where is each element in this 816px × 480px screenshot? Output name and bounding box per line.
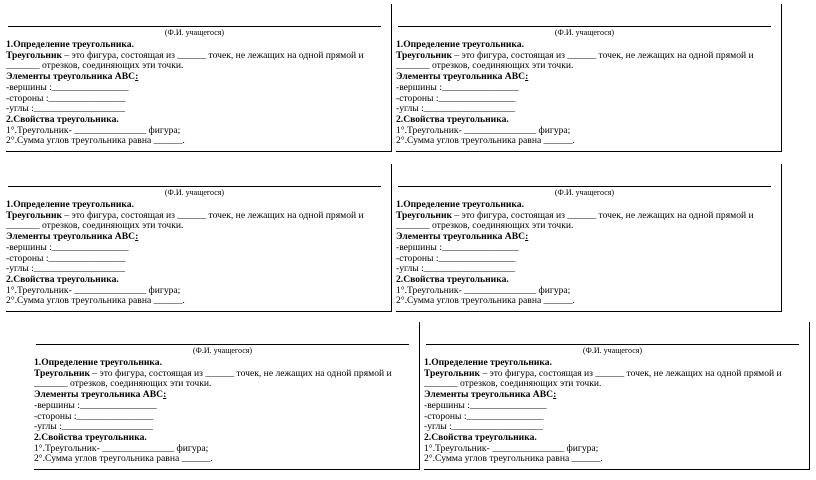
definition-text: – это фигура, состоящая из ______ точек, не лежащих на одной прямой и _______ отрезков, соединяющих эти точки.	[424, 368, 782, 390]
elements-colon: :	[135, 72, 139, 83]
element-sides: -стороны :________________	[396, 253, 516, 264]
elements-title: Элементы треугольника АВС	[34, 390, 164, 401]
elements-heading	[396, 72, 777, 83]
element-sides: -стороны :________________	[6, 93, 126, 104]
elements-heading	[6, 232, 387, 243]
worksheet-card-5	[34, 322, 420, 470]
element-sides: -стороны :________________	[396, 93, 516, 104]
section-properties-title: 2.Свойства треугольника.	[396, 114, 509, 125]
element-vertices: -вершины :________________	[396, 242, 519, 253]
section-definition-title: 1.Определение треугольника.	[424, 358, 552, 368]
section-definition-title: 1.Определение треугольника.	[396, 40, 524, 50]
property-1: 1°.Треугольник- _______________ фигура;	[396, 285, 571, 296]
section-properties-title: 2.Свойства треугольника.	[6, 274, 119, 285]
property-1: 1°.Треугольник- _______________ фигура;	[424, 443, 599, 454]
student-name-caption: (Ф.И. учащегося)	[554, 188, 615, 197]
elements-title: Элементы треугольника АВС	[396, 232, 526, 243]
element-angles: -углы :___________________	[396, 104, 515, 115]
worksheet-body	[396, 200, 777, 307]
definition-term: Треугольник	[424, 368, 481, 379]
section-properties-title: 2.Свойства треугольника.	[6, 114, 119, 125]
worksheet-body	[34, 358, 415, 465]
property-2: 2°.Сумма углов треугольника равна ______.	[396, 136, 575, 147]
element-angles: -углы :___________________	[6, 264, 125, 275]
definition-text: – это фигура, состоящая из ______ точек, не лежащих на одной прямой и _______ отрезков, соединяющих эти точки.	[6, 50, 364, 72]
student-name-caption: (Ф.И. учащегося)	[582, 346, 643, 355]
element-sides: -стороны :________________	[34, 411, 154, 422]
worksheet-card-4	[396, 164, 782, 312]
student-name-line	[36, 344, 409, 345]
student-name-line	[398, 26, 771, 27]
section-definition-title: 1.Определение треугольника.	[6, 200, 134, 210]
student-name-line	[8, 186, 381, 187]
elements-title: Элементы треугольника АВС	[396, 72, 526, 83]
property-1: 1°.Треугольник- _______________ фигура;	[34, 443, 209, 454]
section-properties-title: 2.Свойства треугольника.	[396, 274, 509, 285]
element-vertices: -вершины :________________	[6, 82, 129, 93]
element-vertices: -вершины :________________	[34, 400, 157, 411]
worksheet-card-6	[424, 322, 810, 470]
worksheet-body	[396, 40, 777, 147]
definition-term: Треугольник	[396, 210, 453, 221]
section-definition-title: 1.Определение треугольника.	[6, 40, 134, 50]
definition-term: Треугольник	[396, 50, 453, 61]
definition-paragraph	[396, 211, 777, 232]
elements-colon: :	[163, 390, 167, 401]
worksheet-body	[6, 200, 387, 307]
student-name-line	[398, 186, 771, 187]
property-1: 1°.Треугольник- _______________ фигура;	[396, 125, 571, 136]
property-1: 1°.Треугольник- _______________ фигура;	[6, 285, 181, 296]
definition-paragraph	[424, 369, 805, 390]
elements-colon: :	[525, 72, 529, 83]
elements-title: Элементы треугольника АВС	[424, 390, 554, 401]
elements-heading	[396, 232, 777, 243]
property-2: 2°.Сумма углов треугольника равна ______.	[424, 454, 603, 465]
section-properties-title: 2.Свойства треугольника.	[424, 432, 537, 443]
elements-title: Элементы треугольника АВС	[6, 232, 136, 243]
elements-heading	[424, 390, 805, 401]
student-name-line	[8, 26, 381, 27]
definition-text: – это фигура, состоящая из ______ точек, не лежащих на одной прямой и _______ отрезков, соединяющих эти точки.	[34, 368, 392, 390]
worksheet-card-3	[6, 164, 392, 312]
definition-term: Треугольник	[34, 368, 91, 379]
elements-colon: :	[553, 390, 557, 401]
elements-heading	[6, 72, 387, 83]
property-2: 2°.Сумма углов треугольника равна ______.	[34, 454, 213, 465]
element-vertices: -вершины :________________	[396, 82, 519, 93]
property-2: 2°.Сумма углов треугольника равна ______.	[6, 296, 185, 307]
definition-term: Треугольник	[6, 50, 63, 61]
worksheet-body	[424, 358, 805, 465]
section-definition-title: 1.Определение треугольника.	[34, 358, 162, 368]
element-vertices: -вершины :________________	[424, 400, 547, 411]
section-properties-title: 2.Свойства треугольника.	[34, 432, 147, 443]
element-angles: -углы :___________________	[424, 422, 543, 433]
student-name-line	[426, 344, 799, 345]
elements-title: Элементы треугольника АВС	[6, 72, 136, 83]
student-name-caption: (Ф.И. учащегося)	[554, 28, 615, 37]
definition-text: – это фигура, состоящая из ______ точек, не лежащих на одной прямой и _______ отрезков, соединяющих эти точки.	[6, 210, 364, 232]
student-name-caption: (Ф.И. учащегося)	[164, 28, 225, 37]
definition-paragraph	[6, 211, 387, 232]
element-angles: -углы :___________________	[396, 264, 515, 275]
student-name-caption: (Ф.И. учащегося)	[164, 188, 225, 197]
elements-heading	[34, 390, 415, 401]
property-1: 1°.Треугольник- _______________ фигура;	[6, 125, 181, 136]
property-2: 2°.Сумма углов треугольника равна ______.	[396, 296, 575, 307]
element-sides: -стороны :________________	[6, 253, 126, 264]
definition-paragraph	[6, 51, 387, 72]
element-angles: -углы :___________________	[6, 104, 125, 115]
definition-text: – это фигура, состоящая из ______ точек, не лежащих на одной прямой и _______ отрезков, соединяющих эти точки.	[396, 210, 754, 232]
elements-colon: :	[135, 232, 139, 243]
definition-paragraph	[396, 51, 777, 72]
elements-colon: :	[525, 232, 529, 243]
property-2: 2°.Сумма углов треугольника равна ______.	[6, 136, 185, 147]
student-name-caption: (Ф.И. учащегося)	[192, 346, 253, 355]
worksheet-body	[6, 40, 387, 147]
worksheet-card-1	[6, 4, 392, 152]
definition-term: Треугольник	[6, 210, 63, 221]
element-vertices: -вершины :________________	[6, 242, 129, 253]
element-angles: -углы :___________________	[34, 422, 153, 433]
element-sides: -стороны :________________	[424, 411, 544, 422]
section-definition-title: 1.Определение треугольника.	[396, 200, 524, 210]
worksheet-card-2	[396, 4, 782, 152]
definition-text: – это фигура, состоящая из ______ точек, не лежащих на одной прямой и _______ отрезков, соединяющих эти точки.	[396, 50, 754, 72]
definition-paragraph	[34, 369, 415, 390]
